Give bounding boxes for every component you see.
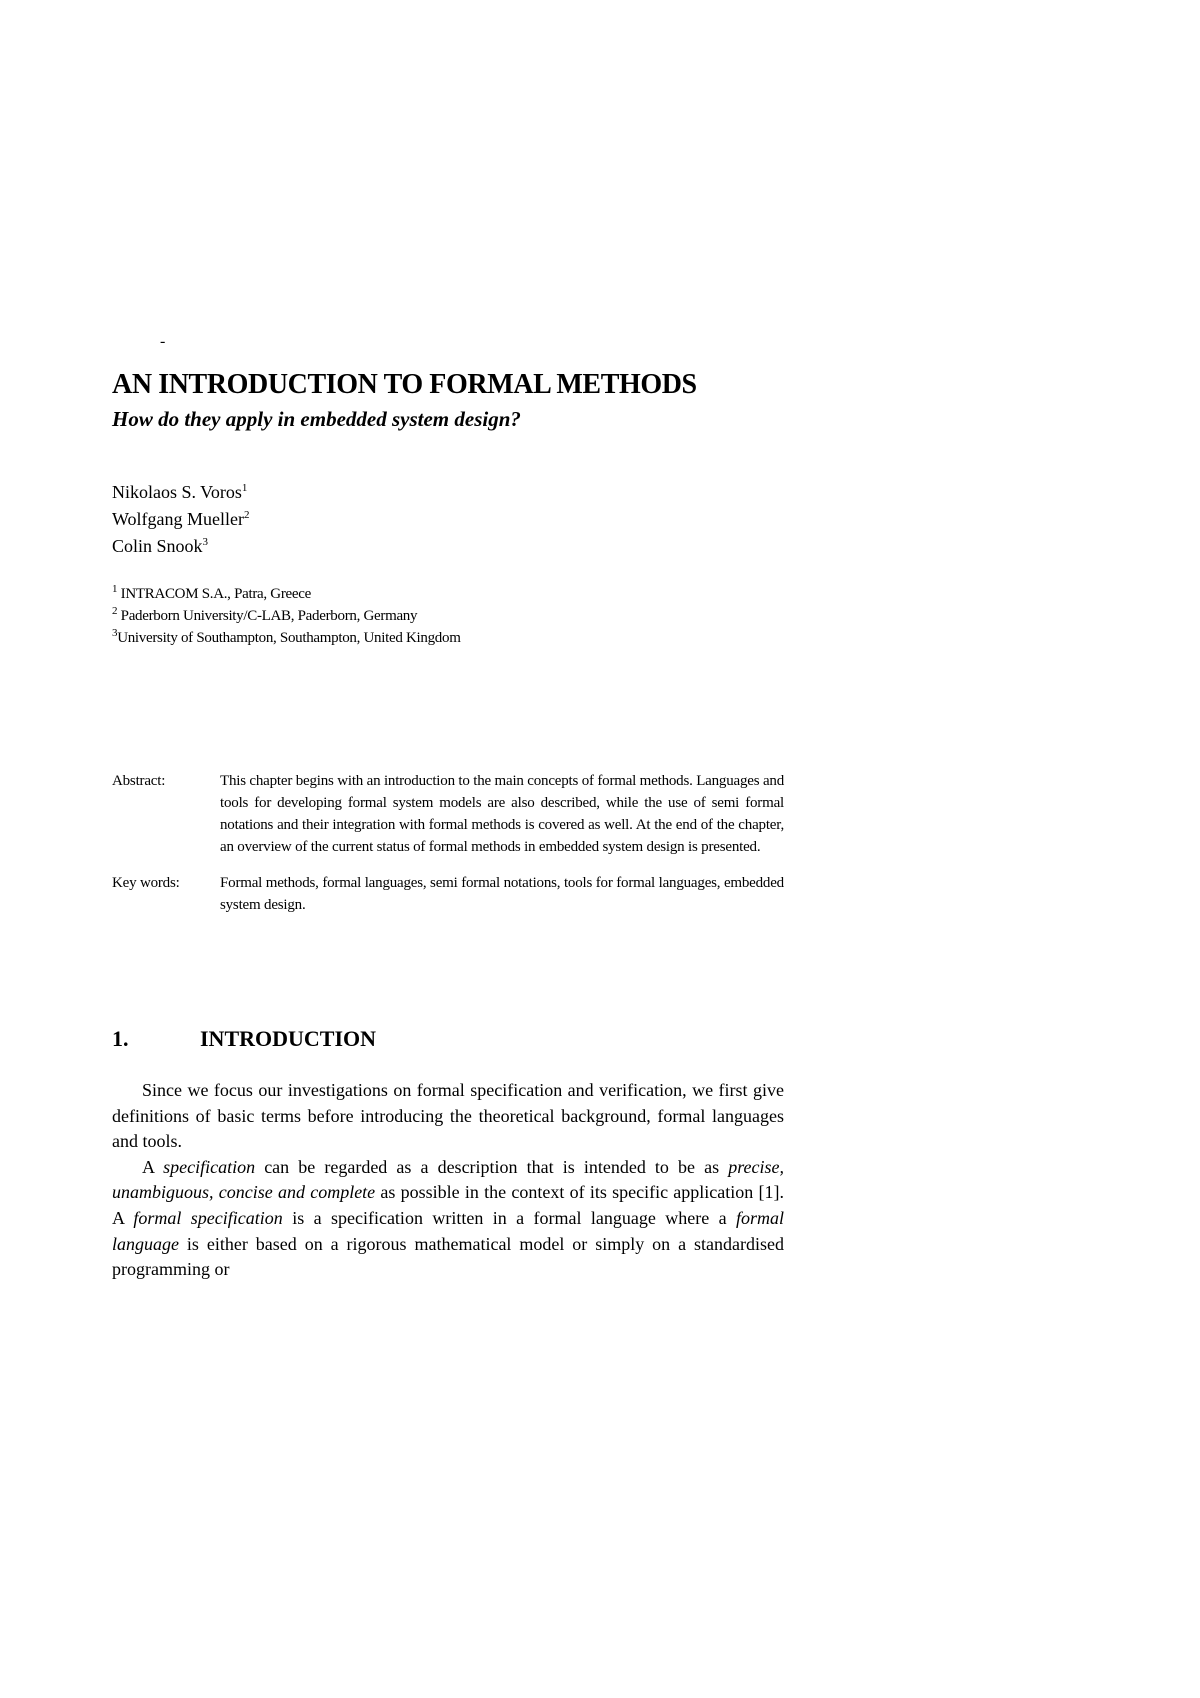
author-affiliation-mark: 3 <box>202 536 209 548</box>
paragraph <box>112 1155 784 1283</box>
affiliation-text: University of Southampton, Southampton, United Kingdom <box>117 630 461 646</box>
affiliation-item <box>112 627 461 649</box>
section-number: 1. <box>112 1026 129 1051</box>
emphasis-term: formal language <box>112 1207 785 1254</box>
author-affiliation-mark: 2 <box>244 509 250 521</box>
author-item <box>112 533 250 560</box>
emphasis-term: specification <box>163 1156 256 1177</box>
affiliation-mark: 2 <box>112 605 118 617</box>
author-list <box>112 479 250 560</box>
page-mark: - <box>160 333 166 350</box>
abstract-row <box>112 770 784 858</box>
keywords-text: Formal methods, formal languages, semi formal notations, tools for formal languages, embedded system design. <box>220 875 784 913</box>
affiliation-text: Paderborn University/C-LAB, Paderborn, Germany <box>117 608 418 624</box>
emphasis-term: formal specification <box>133 1207 283 1228</box>
affiliation-item <box>112 583 461 605</box>
author-name: Nikolaos S. Voros <box>112 482 242 502</box>
section-heading <box>112 1024 376 1054</box>
abstract-label: Abstract: <box>112 773 166 789</box>
keywords-row <box>112 872 784 916</box>
author-name: Wolfgang Mueller <box>112 509 245 529</box>
author-item <box>112 479 250 506</box>
affiliation-list <box>112 583 461 649</box>
text-run: can be regarded as a description that is intended to be as <box>255 1156 729 1177</box>
paper-subtitle: How do they apply in embedded system design? <box>112 407 521 431</box>
paragraph: Since we focus our investigations on formal specification and verification, we first give definitions of basic terms before introducing the theoretical background, formal languages and tools. <box>112 1080 784 1152</box>
paper-title: AN INTRODUCTION TO FORMAL METHODS <box>112 369 697 400</box>
affiliation-text: INTRACOM S.A., Patra, Greece <box>117 586 311 602</box>
text-run: A <box>142 1156 164 1177</box>
text-run: as possible in the context of its specific application [1]. A <box>112 1182 784 1228</box>
author-name: Colin Snook <box>112 536 203 556</box>
text-run: is a specification written in a formal language where a <box>282 1207 736 1228</box>
author-affiliation-mark: 1 <box>241 482 248 494</box>
abstract-block <box>112 770 784 930</box>
affiliation-mark: 3 <box>112 627 118 639</box>
abstract-text: This chapter begins with an introduction to the main concepts of formal methods. Languages and tools for developing formal system models are also described, while the use of semi formal notations and their integration with formal methods is covered as well. At the end of the chapter, an overview of the current status of formal methods in embedded system design is presented. <box>220 773 784 855</box>
keywords-label: Key words: <box>112 875 180 891</box>
section-title: INTRODUCTION <box>200 1026 377 1051</box>
affiliation-mark: 1 <box>112 583 118 595</box>
body-text <box>112 1078 784 1283</box>
text-run: is either based on a rigorous mathematical model or simply on a standardised programming or <box>112 1233 784 1280</box>
affiliation-item <box>112 605 461 627</box>
author-item <box>112 506 250 533</box>
emphasis-term: precise, unambiguous, concise and complete <box>112 1156 784 1203</box>
